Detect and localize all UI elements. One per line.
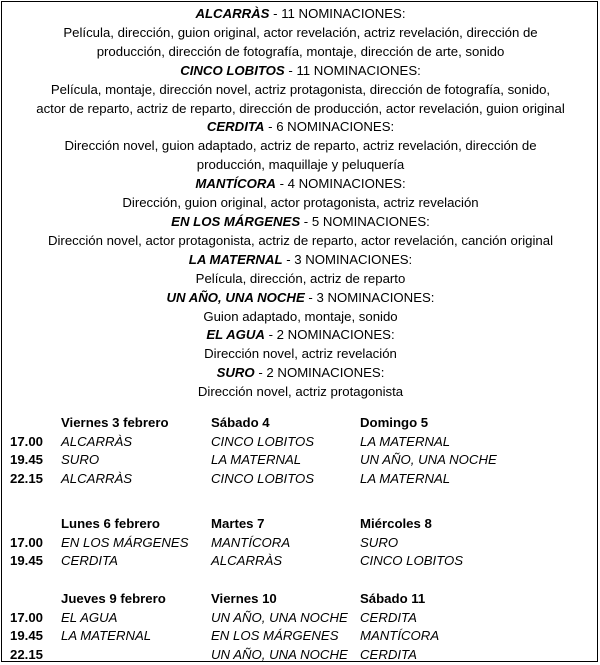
session-film: EL AGUA xyxy=(61,609,118,625)
nomination-categories: Dirección novel, actriz revelación xyxy=(204,346,397,362)
nomination-categories: Dirección novel, actriz protagonista xyxy=(197,384,404,400)
session-time: 19.45 xyxy=(10,553,44,569)
nomination-heading xyxy=(2,289,599,308)
session-film: LA MATERNAL xyxy=(211,452,302,468)
session-film: MANTÍCORA xyxy=(211,534,291,550)
nomination-heading xyxy=(2,62,599,81)
schedule-day-header-row xyxy=(10,515,590,534)
nomination-categories: Película, dirección, actriz de reparto xyxy=(195,270,406,286)
day-label: Viernes 10 xyxy=(211,591,277,606)
session-film: UN AÑO, UNA NOCHE xyxy=(211,647,348,663)
day-label: Viernes 3 febrero xyxy=(61,415,169,430)
day-label: Martes 7 xyxy=(211,516,265,531)
film-title: ALCARRÀS xyxy=(195,6,270,21)
day-label: Domingo 5 xyxy=(360,415,429,430)
session-time: 22.15 xyxy=(10,471,44,487)
session-film: ALCARRÀS xyxy=(61,433,133,449)
session-film: CINCO LOBITOS xyxy=(211,433,315,449)
session-film: LA MATERNAL xyxy=(61,628,152,644)
nomination-categories: Dirección novel, actor protagonista, actriz de reparto, actor revelación, canción original xyxy=(47,232,554,248)
schedule-block-1 xyxy=(10,414,590,489)
nomination-count: - 2 NOMINACIONES: xyxy=(254,365,385,381)
nomination-count: - 4 NOMINACIONES: xyxy=(275,176,406,192)
session-time: 19.45 xyxy=(10,628,44,644)
nomination-categories: Película, dirección, guion original, actor revelación, actriz revelación, dirección de xyxy=(63,24,538,40)
film-title: EL AGUA xyxy=(206,327,265,343)
schedule-row xyxy=(10,451,590,470)
nomination-count: - 6 NOMINACIONES: xyxy=(264,119,395,135)
day-label: Miércoles 8 xyxy=(360,516,432,531)
schedule-row xyxy=(10,470,590,489)
nomination-categories: actor de reparto, actriz de reparto, dirección de producción, actor revelación, guion original xyxy=(36,100,565,116)
film-title: UN AÑO, UNA NOCHE xyxy=(166,289,305,305)
session-film: SURO xyxy=(360,534,399,550)
film-title: SURO xyxy=(216,365,255,381)
nomination-heading xyxy=(2,326,599,345)
day-label: Lunes 6 febrero xyxy=(61,516,160,531)
session-film: EN LOS MÁRGENES xyxy=(61,534,189,550)
nomination-heading xyxy=(2,364,599,383)
session-time: 17.00 xyxy=(10,609,44,625)
schedule-row xyxy=(10,646,590,665)
nomination-heading xyxy=(2,213,599,232)
page-frame xyxy=(1,1,598,662)
nomination-count: - 2 NOMINACIONES: xyxy=(264,327,395,343)
session-time: 19.45 xyxy=(10,452,44,468)
nomination-heading xyxy=(2,5,599,24)
day-label: Sábado 11 xyxy=(360,591,426,606)
nomination-heading xyxy=(2,175,599,194)
nomination-categories: Dirección, guion original, actor protagonista, actriz revelación xyxy=(122,195,479,211)
schedule-day-header-row xyxy=(10,590,590,609)
session-time: 17.00 xyxy=(10,433,44,449)
nomination-categories: Película, montaje, dirección novel, actriz protagonista, dirección de fotografía, sonido, xyxy=(50,81,551,97)
film-title: MANTÍCORA xyxy=(195,176,276,192)
session-film: CERDITA xyxy=(360,647,417,663)
session-film: LA MATERNAL xyxy=(360,433,451,449)
session-film: EN LOS MÁRGENES xyxy=(211,628,339,644)
session-time: 22.15 xyxy=(10,647,44,663)
schedule-block-3 xyxy=(10,590,590,665)
nomination-categories: producción, dirección de fotografía, montaje, dirección de arte, sonido xyxy=(96,43,505,59)
session-film: ALCARRÀS xyxy=(61,471,133,487)
nomination-count: - 3 NOMINACIONES: xyxy=(304,289,435,305)
session-time: 17.00 xyxy=(10,534,44,550)
day-label: Jueves 9 febrero xyxy=(61,591,166,606)
film-title: LA MATERNAL xyxy=(188,251,283,267)
schedule-day-header-row xyxy=(10,414,590,433)
nomination-count: - 5 NOMINACIONES: xyxy=(300,213,430,229)
schedule-row xyxy=(10,627,590,646)
schedule-row xyxy=(10,552,590,571)
schedule-row xyxy=(10,433,590,452)
nomination-count: - 3 NOMINACIONES: xyxy=(282,251,413,267)
session-film: ALCARRÀS xyxy=(211,553,283,569)
schedule-row xyxy=(10,609,590,628)
nomination-heading xyxy=(2,118,599,137)
nomination-count: - 11 NOMINACIONES: xyxy=(284,62,421,78)
day-label: Sábado 4 xyxy=(211,415,270,430)
nomination-categories: Guion adaptado, montaje, sonido xyxy=(203,308,398,324)
nomination-categories: producción, maquillaje y peluquería xyxy=(196,157,405,173)
session-film: MANTÍCORA xyxy=(360,628,440,644)
session-film: CINCO LOBITOS xyxy=(211,471,315,487)
schedule-block-2 xyxy=(10,515,590,571)
film-title: EN LOS MÁRGENES xyxy=(171,213,301,229)
session-film: UN AÑO, UNA NOCHE xyxy=(211,609,348,625)
session-film: SURO xyxy=(61,452,100,468)
film-title: CINCO LOBITOS xyxy=(180,62,285,78)
session-film: LA MATERNAL xyxy=(360,471,451,487)
nominations-list xyxy=(2,5,599,402)
nomination-count: - 11 NOMINACIONES: xyxy=(269,6,406,21)
film-title: CERDITA xyxy=(206,119,265,135)
session-film: CERDITA xyxy=(61,553,118,569)
session-film: UN AÑO, UNA NOCHE xyxy=(360,452,497,468)
session-film: CINCO LOBITOS xyxy=(360,553,464,569)
nomination-categories: Dirección novel, guion adaptado, actriz de reparto, actriz revelación, dirección de xyxy=(64,138,537,154)
nomination-heading xyxy=(2,251,599,270)
schedule-row xyxy=(10,534,590,553)
session-film: CERDITA xyxy=(360,609,417,625)
